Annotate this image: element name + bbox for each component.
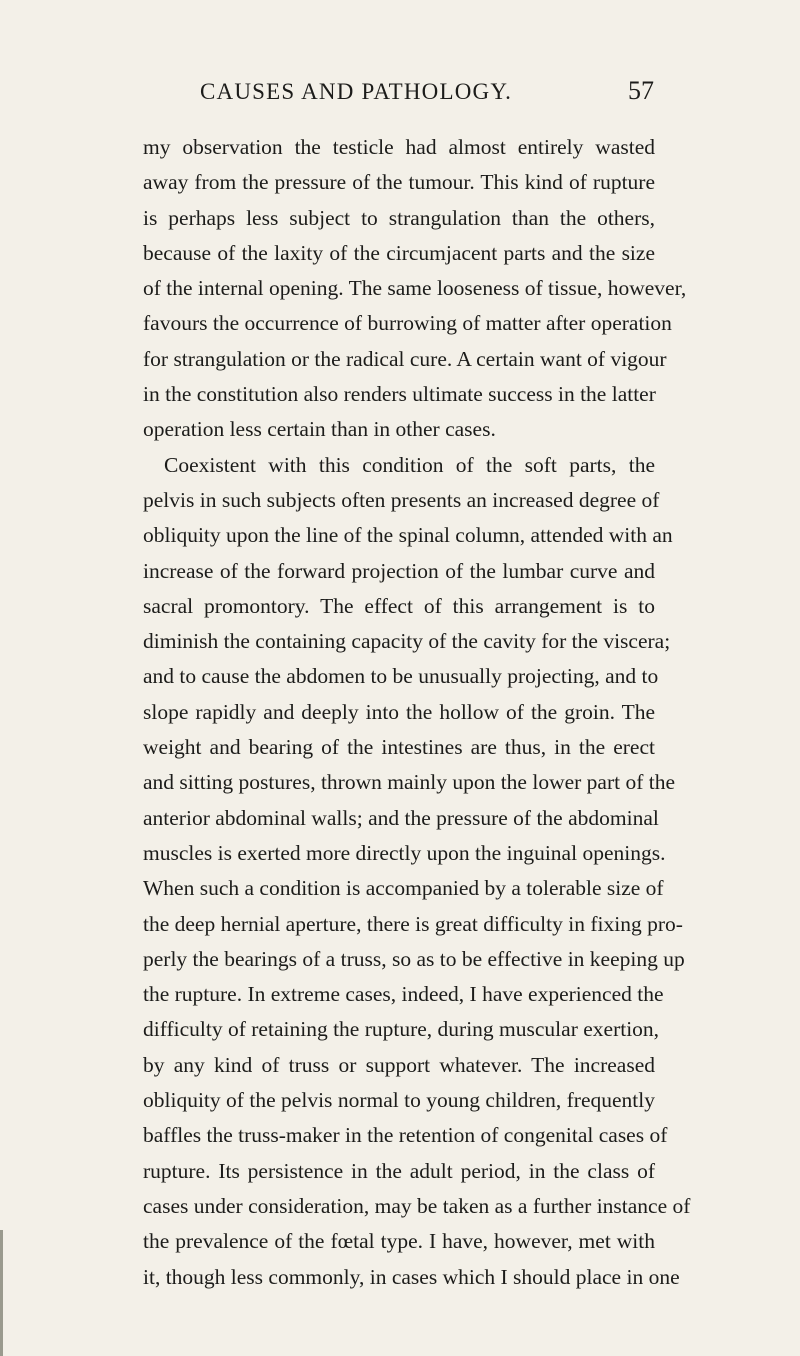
- text-line: cases under consideration, may be taken as a further instance of: [143, 1193, 691, 1218]
- page-edge-shadow: [0, 1230, 3, 1356]
- text-line: rupture. Its persistence in the adult period, in the class of: [143, 1158, 655, 1183]
- text-line: the rupture. In extreme cases, indeed, I have experienced the: [143, 982, 664, 1007]
- text-line: of the internal opening. The same looseness of tissue, however,: [143, 276, 687, 301]
- text-line: the prevalence of the fœtal type. I have, however, met with: [143, 1229, 655, 1254]
- text-line: for strangulation or the radical cure. A certain want of vigour: [143, 346, 667, 371]
- text-line: perly the bearings of a truss, so as to be effective in keeping up: [143, 946, 685, 971]
- text-line-paragraph-end: operation less certain than in other cases.: [143, 417, 496, 442]
- text-line: baffles the truss-maker in the retention of congenital cases of: [143, 1123, 668, 1148]
- text-line: in the constitution also renders ultimate success in the latter: [143, 382, 656, 407]
- text-line: is perhaps less subject to strangulation than the others,: [143, 205, 655, 230]
- text-line: by any kind of truss or support whatever. The increased: [143, 1052, 655, 1077]
- text-line: and sitting postures, thrown mainly upon the lower part of the: [143, 770, 676, 795]
- text-line: my observation the testicle had almost entirely wasted: [143, 135, 655, 159]
- text-line: obliquity of the pelvis normal to young children, frequently: [143, 1088, 655, 1113]
- text-line: difficulty of retaining the rupture, during muscular exertion,: [143, 1017, 660, 1042]
- text-line: favours the occurrence of burrowing of matter after operation: [143, 311, 672, 336]
- text-line: anterior abdominal walls; and the pressure of the abdominal: [143, 805, 659, 830]
- running-title: CAUSES AND PATHOLOGY.: [200, 79, 513, 104]
- text-line: away from the pressure of the tumour. This kind of rupture: [143, 170, 655, 195]
- text-line: and to cause the abdomen to be unusually projecting, and to: [143, 664, 659, 689]
- text-line: sacral promontory. The effect of this arrangement is to: [143, 593, 655, 618]
- text-line: because of the laxity of the circumjacent parts and the size: [143, 240, 655, 265]
- text-line: increase of the forward projection of the lumbar curve and: [143, 558, 655, 583]
- text-line: it, though less commonly, in cases which I should place in one: [143, 1264, 680, 1289]
- text-line: the deep hernial aperture, there is great difficulty in fixing pro-: [143, 911, 683, 936]
- text-line: diminish the containing capacity of the cavity for the viscera;: [143, 629, 671, 654]
- text-line: obliquity upon the line of the spinal column, attended with an: [143, 523, 673, 548]
- text-line: pelvis in such subjects often presents an increased degree of: [143, 487, 660, 512]
- text-line: weight and bearing of the intestines are thus, in the erect: [143, 735, 655, 760]
- text-line: muscles is exerted more directly upon the inguinal openings.: [143, 840, 666, 865]
- text-line: When such a condition is accompanied by a tolerable size of: [143, 876, 664, 901]
- body-text: [143, 130, 691, 1295]
- text-line-paragraph-start: Coexistent with this condition of the soft parts, the: [164, 452, 655, 477]
- page-number: 57: [628, 76, 654, 105]
- text-line: slope rapidly and deeply into the hollow of the groin. The: [143, 699, 655, 724]
